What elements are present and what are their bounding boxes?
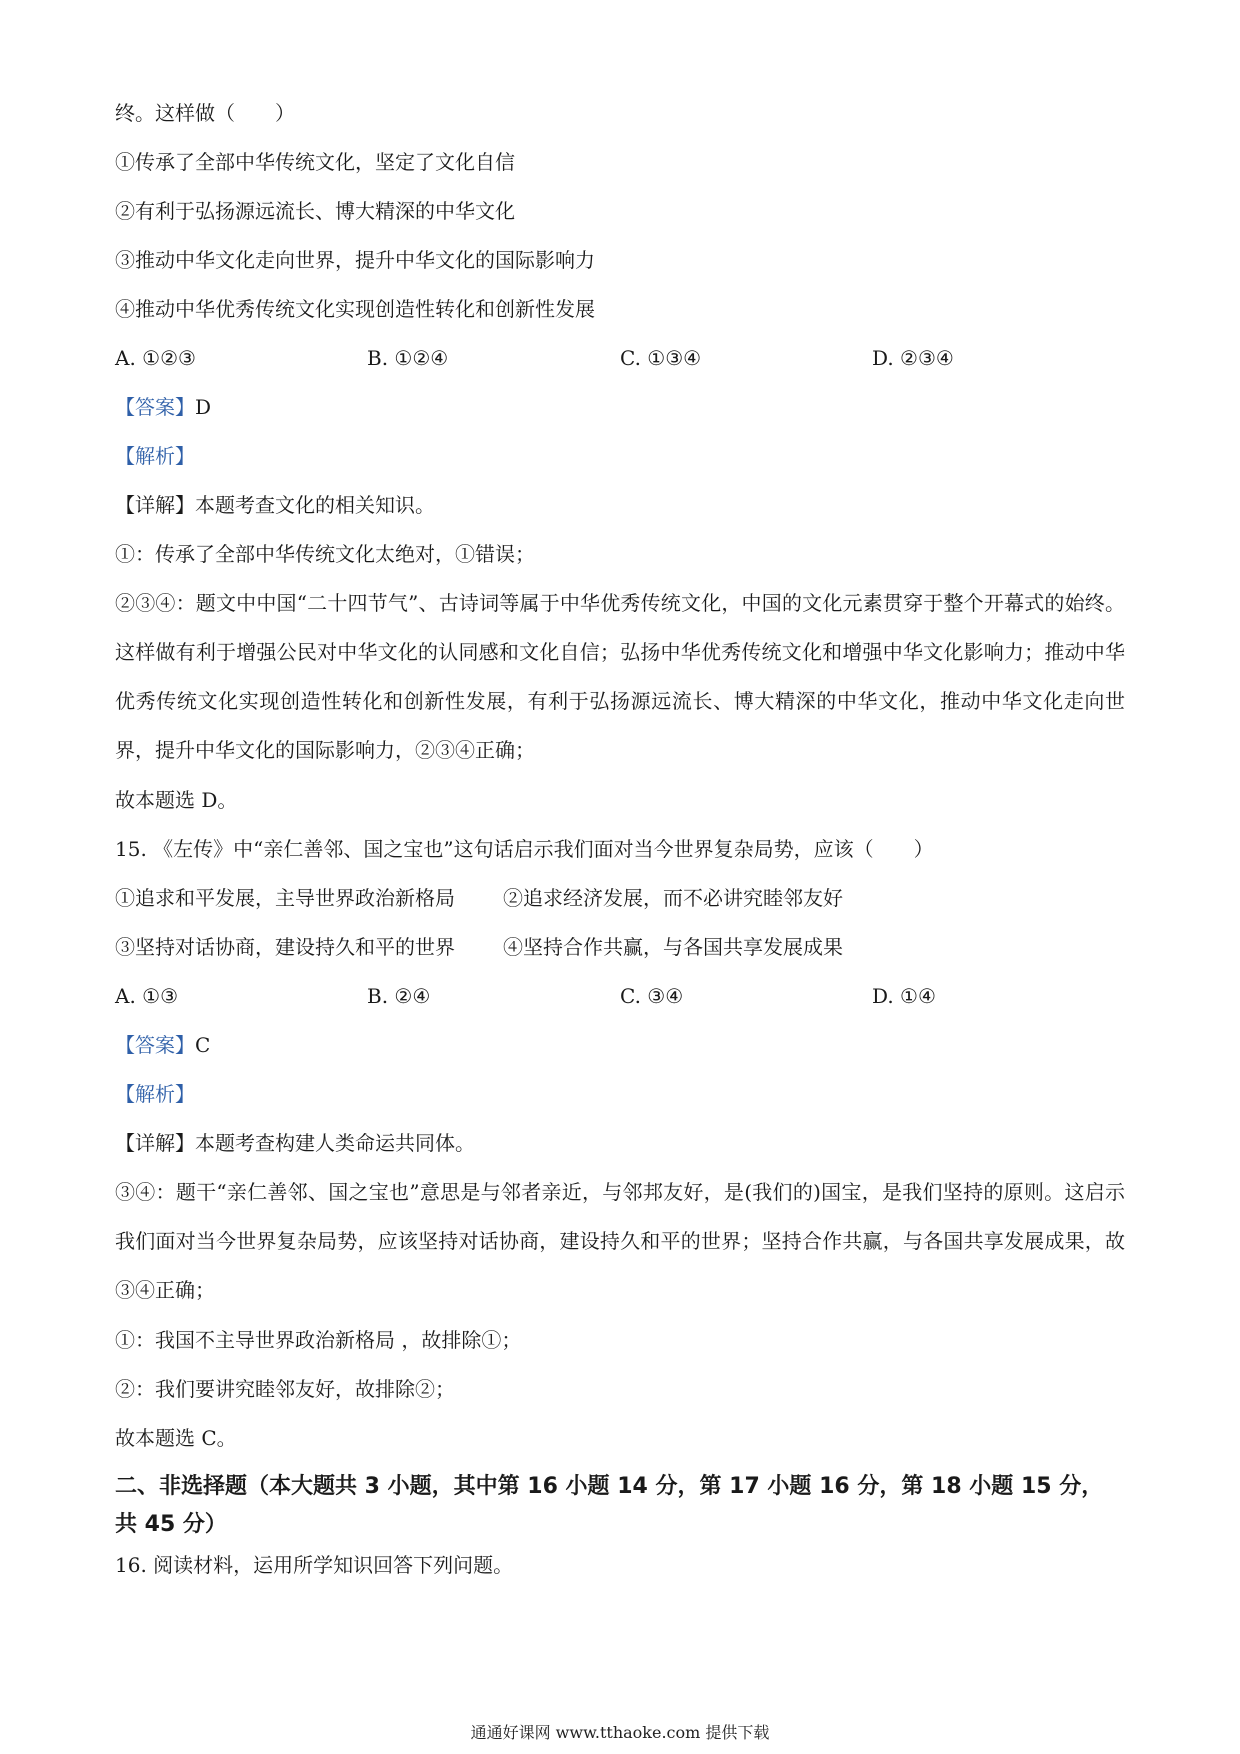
q15-detail-3: ②：我们要讲究睦邻友好，故排除②； <box>115 1377 455 1401</box>
q14-analysis-label: 【解析】 <box>115 444 195 468</box>
answer-label: 【答案】 <box>115 395 195 419</box>
q14-option-d: D. ②③④ <box>872 346 954 370</box>
q14-item-3: ③推动中华文化走向世界，提升中华文化的国际影响力 <box>115 248 595 272</box>
q15-stem: 15. 《左传》中“亲仁善邻、国之宝也”这句话启示我们面对当今世界复杂局势，应该（ ） <box>115 837 934 861</box>
q15-analysis-label: 【解析】 <box>115 1082 195 1106</box>
q15-item-2: ②追求经济发展，而不必讲究睦邻友好 <box>503 886 843 910</box>
q15-items-row-2 <box>115 934 1125 960</box>
q15-option-c: C. ③④ <box>620 984 684 1008</box>
q15-detail-1: ③④：题干“亲仁善邻、国之宝也”意思是与邻者亲近，与邻邦友好，是(我们的)国宝，是我们坚持的原则。这启示我们面对当今世界复杂局势，应该坚持对话协商，建设持久和平的世界；坚持合作共赢，与各国共享发展成果，故③④正确； <box>115 1180 1125 1302</box>
q15-detail-2: ①：我国不主导世界政治新格局 ，故排除①； <box>115 1328 522 1352</box>
q14-detail-intro: 【详解】本题考查文化的相关知识。 <box>115 493 435 517</box>
q15-option-b: B. ②④ <box>367 984 431 1008</box>
footer-watermark: 通通好课网 www.tthaoke.com 提供下载 <box>470 1723 770 1742</box>
q15-options <box>115 983 1125 1009</box>
q14-conclusion: 故本题选 D。 <box>115 788 238 812</box>
q15-detail-intro: 【详解】本题考查构建人类命运共同体。 <box>115 1131 475 1155</box>
q15-conclusion: 故本题选 C。 <box>115 1426 237 1450</box>
q16-stem: 16. 阅读材料，运用所学知识回答下列问题。 <box>115 1553 514 1577</box>
q14-stem-end: 终。这样做（ ） <box>115 101 295 125</box>
answer-value: D <box>195 395 212 419</box>
q14-option-a: A. ①②③ <box>115 346 196 370</box>
q14-detail-2: ②③④：题文中中国“二十四节气”、古诗词等属于中华优秀传统文化，中国的文化元素贯穿于整个开幕式的始终。这样做有利于增强公民对中华文化的认同感和文化自信；弘扬中华优秀传统文化和增强中华文化影响力；推动中华优秀传统文化实现创造性转化和创新性发展，有利于弘扬源远流长、博大精深的中华文化，推动中华文化走向世界，提升中华文化的国际影响力，②③④正确； <box>115 591 1125 762</box>
section-heading: 二、非选择题（本大题共 3 小题，其中第 16 小题 14 分，第 17 小题 16 分，第 18 小题 15 分，共 45 分） <box>115 1474 1104 1537</box>
answer-label: 【答案】 <box>115 1033 195 1057</box>
q14-option-c: C. ①③④ <box>620 346 702 370</box>
q14-options <box>115 345 1125 371</box>
q15-option-d: D. ①④ <box>872 984 936 1008</box>
content-area <box>115 100 1125 1601</box>
q15-items-row-1 <box>115 885 1125 911</box>
q14-detail-1: ①：传承了全部中华传统文化太绝对，①错误； <box>115 542 535 566</box>
q14-option-b: B. ①②④ <box>367 346 449 370</box>
q15-answer <box>115 1032 1125 1058</box>
q15-item-4: ④坚持合作共赢，与各国共享发展成果 <box>503 935 843 959</box>
q15-option-a: A. ①③ <box>115 984 179 1008</box>
q14-item-4: ④推动中华优秀传统文化实现创造性转化和创新性发展 <box>115 297 595 321</box>
q14-item-2: ②有利于弘扬源远流长、博大精深的中华文化 <box>115 199 515 223</box>
q15-item-1: ①追求和平发展，主导世界政治新格局 <box>115 886 455 910</box>
q15-item-3: ③坚持对话协商，建设持久和平的世界 <box>115 935 455 959</box>
q14-answer <box>115 394 1125 420</box>
answer-value: C <box>195 1033 211 1057</box>
q14-item-1: ①传承了全部中华传统文化，坚定了文化自信 <box>115 150 515 174</box>
